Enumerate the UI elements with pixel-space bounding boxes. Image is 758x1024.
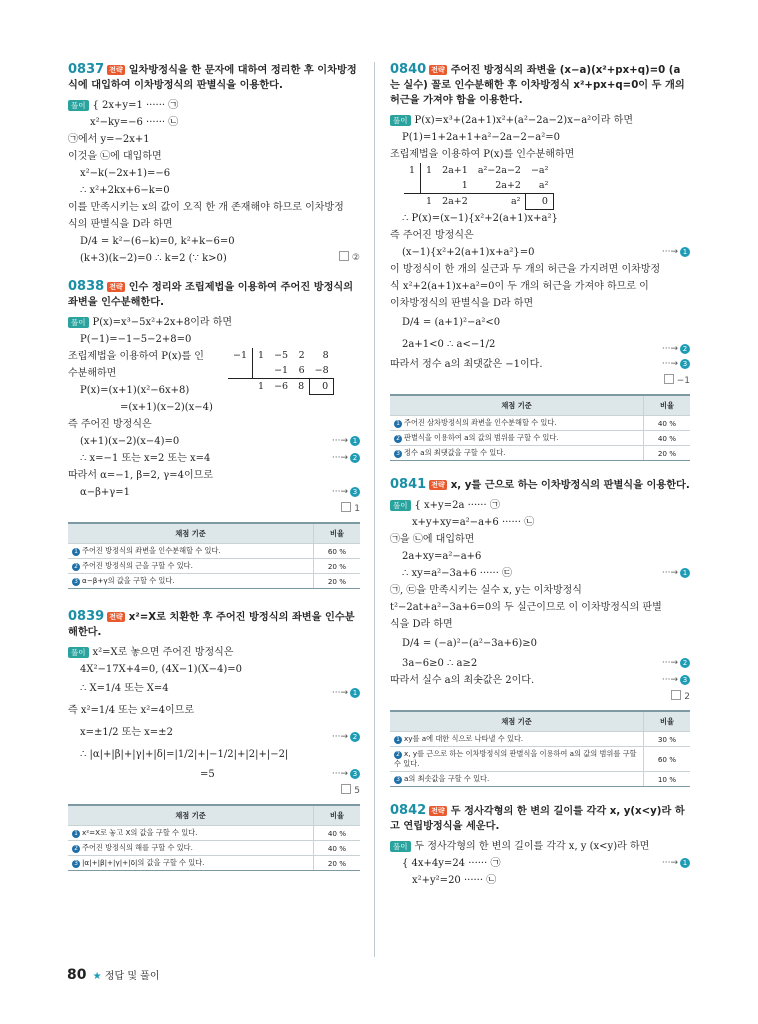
solution-line: 4X²−17X+4=0, (4X−1)(X−4)=0 — [80, 664, 242, 675]
strategy-tag: 전략 — [109, 613, 123, 621]
problem-number: 0839 — [68, 609, 105, 624]
solution-line: D/4 = (a+1)²−a²<0 — [402, 317, 501, 328]
strategy-tag: 전략 — [109, 66, 123, 74]
answer-icon — [341, 784, 351, 794]
solution-line: 3a−6≥0 ∴ a≥2 — [402, 658, 478, 669]
solution-line: (x−1){x²+2(a+1)x+a²}=0 — [402, 247, 535, 258]
solution-line: { x+y=2a ······ ㉠ — [414, 500, 500, 511]
left-column — [68, 62, 360, 871]
solution-line: 조립제법을 이용하여 P(x)를 인 — [68, 351, 204, 362]
step-marker: ···→ 2 — [662, 338, 690, 360]
problem-number: 0841 — [390, 477, 427, 492]
strategy-tag: 전략 — [109, 283, 123, 291]
strategy-tag: 전략 — [431, 481, 445, 489]
step-marker: ···→ 2 — [662, 655, 690, 672]
solution-line: P(x)=x³−5x²+2x+8이라 하면 — [92, 317, 233, 328]
solution-line: =5 — [200, 769, 215, 780]
answer: 5 — [341, 783, 360, 800]
problem-0840 — [390, 62, 690, 461]
strategy-tag: 전략 — [431, 807, 445, 815]
solution-tag: 풀이 — [68, 647, 89, 658]
step-marker: ···→ 3 — [662, 672, 690, 689]
answer: −1 — [664, 373, 690, 390]
strategy-text: 두 정사각형의 한 변의 길이를 각각 x, y(x<y)라 하고 연립방정식을 세운다. — [390, 806, 685, 832]
strategy-text: 주어진 방정식의 좌변을 (x−a)(x²+px+q)=0 (a는 실수) 꼴로 인수분해한 후 이차방정식 x²+px+q=0이 두 개의 허근을 가져야 함을 이용한다. — [390, 65, 685, 106]
grading-table: 채점 기준 비율 1 xy를 a에 대한 식으로 나타낼 수 있다. 30 % 2 x, y를 근으로 하는 이차방정식의 판별식을 이용하여 a의 값의 범위를 구할 수 있다. 60 % 3 a의 최솟값을 구할 수 있다. 10 % — [390, 710, 690, 787]
strategy-text: x, y를 근으로 하는 이차방정식의 판별식을 이용한다. — [450, 480, 690, 491]
page-number: 80 — [67, 967, 87, 983]
problem-number: 0838 — [68, 279, 105, 294]
solution-line: α−β+γ=1 — [80, 487, 131, 498]
solution-line: ∴ x²+2kx+6−k=0 — [80, 185, 170, 196]
solution-line: D/4 = (−a)²−(a²−3a+6)≥0 — [402, 638, 537, 649]
solution-line: 식을 D라 하면 — [390, 619, 453, 630]
strategy-text: 인수 정리와 조립제법을 이용하여 주어진 방정식의 좌변을 인수분해한다. — [68, 282, 354, 308]
solution-line: t²−2at+a²−3a+6=0의 두 실근이므로 이 이차방정식의 판별 — [390, 602, 662, 613]
solution-tag: 풀이 — [390, 115, 411, 126]
solution-line: 식의 판별식을 D라 하면 — [68, 219, 173, 230]
solution-line: { 4x+4y=24 ······ ㉠ — [402, 858, 501, 869]
solution-line: 2a+xy=a²−a+6 — [402, 551, 482, 562]
solution-line: ∴ |α|+|β|+|γ|+|δ|=|1/2|+|−1/2|+|2|+|−2| — [80, 749, 289, 760]
solution-line: 이를 만족시키는 x의 값이 오직 한 개 존재해야 하므로 이차방정 — [68, 202, 344, 213]
footer-label: 정답 및 풀이 — [104, 971, 160, 982]
solution-tag: 풀이 — [68, 100, 89, 111]
strategy-tag: 전략 — [431, 66, 445, 74]
column-divider — [374, 62, 375, 957]
solution-line: P(1)=1+2a+1+a²−2a−2−a²=0 — [402, 132, 560, 143]
grading-table: 채점 기준 비율 1 주어진 방정식의 좌변을 인수분해할 수 있다. 60 % 2 주어진 방정식의 근을 구할 수 있다. 20 % 3 α−β+γ의 값을 구할 수 있다. 20 % — [68, 522, 360, 589]
answer: 1 — [341, 501, 360, 518]
solution-line: ㉠, ㉢을 만족시키는 실수 x, y는 이차방정식 — [390, 585, 582, 596]
solution-line: (k+3)(k−2)=0 ∴ k=2 (∵ k>0) — [80, 253, 227, 264]
solution-line: x²=X로 놓으면 주어진 방정식은 — [92, 647, 234, 658]
solution-line: 따라서 정수 a의 최댓값은 −1이다. — [390, 359, 543, 370]
problem-0838 — [68, 279, 360, 589]
strategy-text: x²=X로 치환한 후 주어진 방정식의 좌변을 인수분해한다. — [68, 612, 355, 638]
solution-tag: 풀이 — [390, 841, 411, 852]
problem-number: 0840 — [390, 62, 427, 77]
problem-number: 0842 — [390, 803, 427, 818]
solution-line: 즉 주어진 방정식은 — [390, 230, 474, 241]
solution-line: 즉 x²=1/4 또는 x²=4이므로 — [68, 705, 195, 716]
answer-icon — [671, 690, 681, 700]
solution-line: =(x+1)(x−2)(x−4) — [120, 402, 213, 413]
solution-line: x=±1/2 또는 x=±2 — [80, 727, 173, 738]
solution-line: ∴ x=−1 또는 x=2 또는 x=4 — [80, 453, 211, 464]
solution-line: 따라서 α=−1, β=2, γ=4이므로 — [68, 470, 213, 481]
solution-line: x²+y²=20 ······ ㉡ — [412, 875, 497, 886]
grading-table: 채점 기준 비율 1 x²=X로 놓고 X의 값을 구할 수 있다. 40 % 2 주어진 방정식의 해를 구할 수 있다. 40 % 3 |α|+|β|+|γ|+|δ|의 값을 구할 수 있다. 20 % — [68, 804, 360, 871]
solution-line: 이차방정식의 판별식을 D라 하면 — [390, 298, 534, 309]
grading-table: 채점 기준 비율 1 주어진 삼차방정식의 좌변을 인수분해할 수 있다. 40 % 2 판별식을 이용하여 a의 값의 범위를 구할 수 있다. 40 % 3 정수 a의 최댓값을 구할 수 있다. 20 % — [390, 394, 690, 461]
problem-0837 — [68, 62, 360, 267]
solution-line: ㉠을 ㉡에 대입하면 — [390, 534, 475, 545]
strategy-text: 일차방정식을 한 문자에 대하여 정리한 후 이차방정식에 대입하여 이차방정식의 판별식을 이용한다. — [68, 65, 357, 91]
solution-line: 2a+1<0 ∴ a<−1/2 — [402, 339, 496, 350]
step-marker: ···→ 2 — [332, 726, 360, 748]
solution-line: ∴ xy=a²−3a+6 ······ ㉢ — [402, 568, 513, 579]
solution-line: 이 방정식이 한 개의 실근과 두 개의 허근을 가지려면 이차방정 — [390, 264, 661, 275]
synthetic-division: −1 1 −5 2 8 −1 6 −8 1 −6 8 0 — [228, 348, 334, 395]
solution-line: x²−ky=−6 ······ ㉡ — [90, 117, 179, 128]
step-marker: ···→ 3 — [662, 356, 690, 373]
step-marker: ···→ 1 — [662, 855, 690, 872]
solution-line: 조립제법을 이용하여 P(x)를 인수분해하면 — [390, 149, 575, 160]
solution-line: P(x)=(x+1)(x²−6x+8) — [80, 385, 190, 396]
problem-0842 — [390, 803, 690, 889]
solution-tag: 풀이 — [390, 500, 411, 511]
step-marker: ···→ 3 — [332, 484, 360, 501]
answer-icon — [341, 502, 351, 512]
solution-line: x+y+xy=a²−a+6 ······ ㉡ — [412, 517, 535, 528]
solution-line: 이것을 ㉡에 대입하면 — [68, 151, 162, 162]
solution-line: P(−1)=−1−5−2+8=0 — [80, 334, 192, 345]
solution-line: { 2x+y=1 ······ ㉠ — [92, 100, 179, 111]
solution-line: D/4 = k²−(6−k)=0, k²+k−6=0 — [80, 236, 235, 247]
right-column — [390, 62, 690, 889]
step-marker: ···→ 2 — [332, 450, 360, 467]
solution-tag: 풀이 — [68, 317, 89, 328]
solution-line: (x+1)(x−2)(x−4)=0 — [80, 436, 180, 447]
step-marker: ···→ 3 — [332, 766, 360, 783]
step-marker: ···→ 1 — [332, 433, 360, 450]
step-marker: ···→ 1 — [662, 244, 690, 261]
solution-line: 식 x²+2(a+1)x+a²=0이 두 개의 허근을 가져야 하므로 이 — [390, 281, 649, 292]
problem-0841 — [390, 477, 690, 787]
solution-line: P(x)=x³+(2a+1)x²+(a²−2a−2)x−a²이라 하면 — [414, 115, 633, 126]
problem-number: 0837 — [68, 62, 105, 77]
answer-icon — [339, 251, 349, 261]
solution-line: x²−k(−2x+1)=−6 — [80, 168, 171, 179]
solution-line: 즉 주어진 방정식은 — [68, 419, 152, 430]
answer: 2 — [671, 689, 690, 706]
solution-line: 두 정사각형의 한 변의 길이를 각각 x, y (x<y)라 하면 — [414, 841, 650, 852]
solution-line: ∴ X=1/4 또는 X=4 — [80, 683, 169, 694]
solution-line: ∴ P(x)=(x−1){x²+2(a+1)x+a²} — [402, 213, 558, 224]
answer: ② — [339, 250, 360, 267]
solution-line: ㉠에서 y=−2x+1 — [68, 134, 150, 145]
star-icon: ★ — [92, 971, 102, 982]
solution-line: 수분해하면 — [68, 368, 117, 379]
synthetic-division: 1 1 2a+1 a²−2a−2 −a² 1 2a+2 a² 1 2a+2 a² 0 — [404, 163, 554, 210]
step-marker: ···→ 1 — [662, 565, 690, 582]
page-footer — [67, 967, 160, 983]
problem-0839 — [68, 609, 360, 871]
step-marker: ···→ 1 — [332, 682, 360, 704]
answer-icon — [664, 374, 674, 384]
solution-line: 따라서 실수 a의 최솟값은 2이다. — [390, 675, 535, 686]
